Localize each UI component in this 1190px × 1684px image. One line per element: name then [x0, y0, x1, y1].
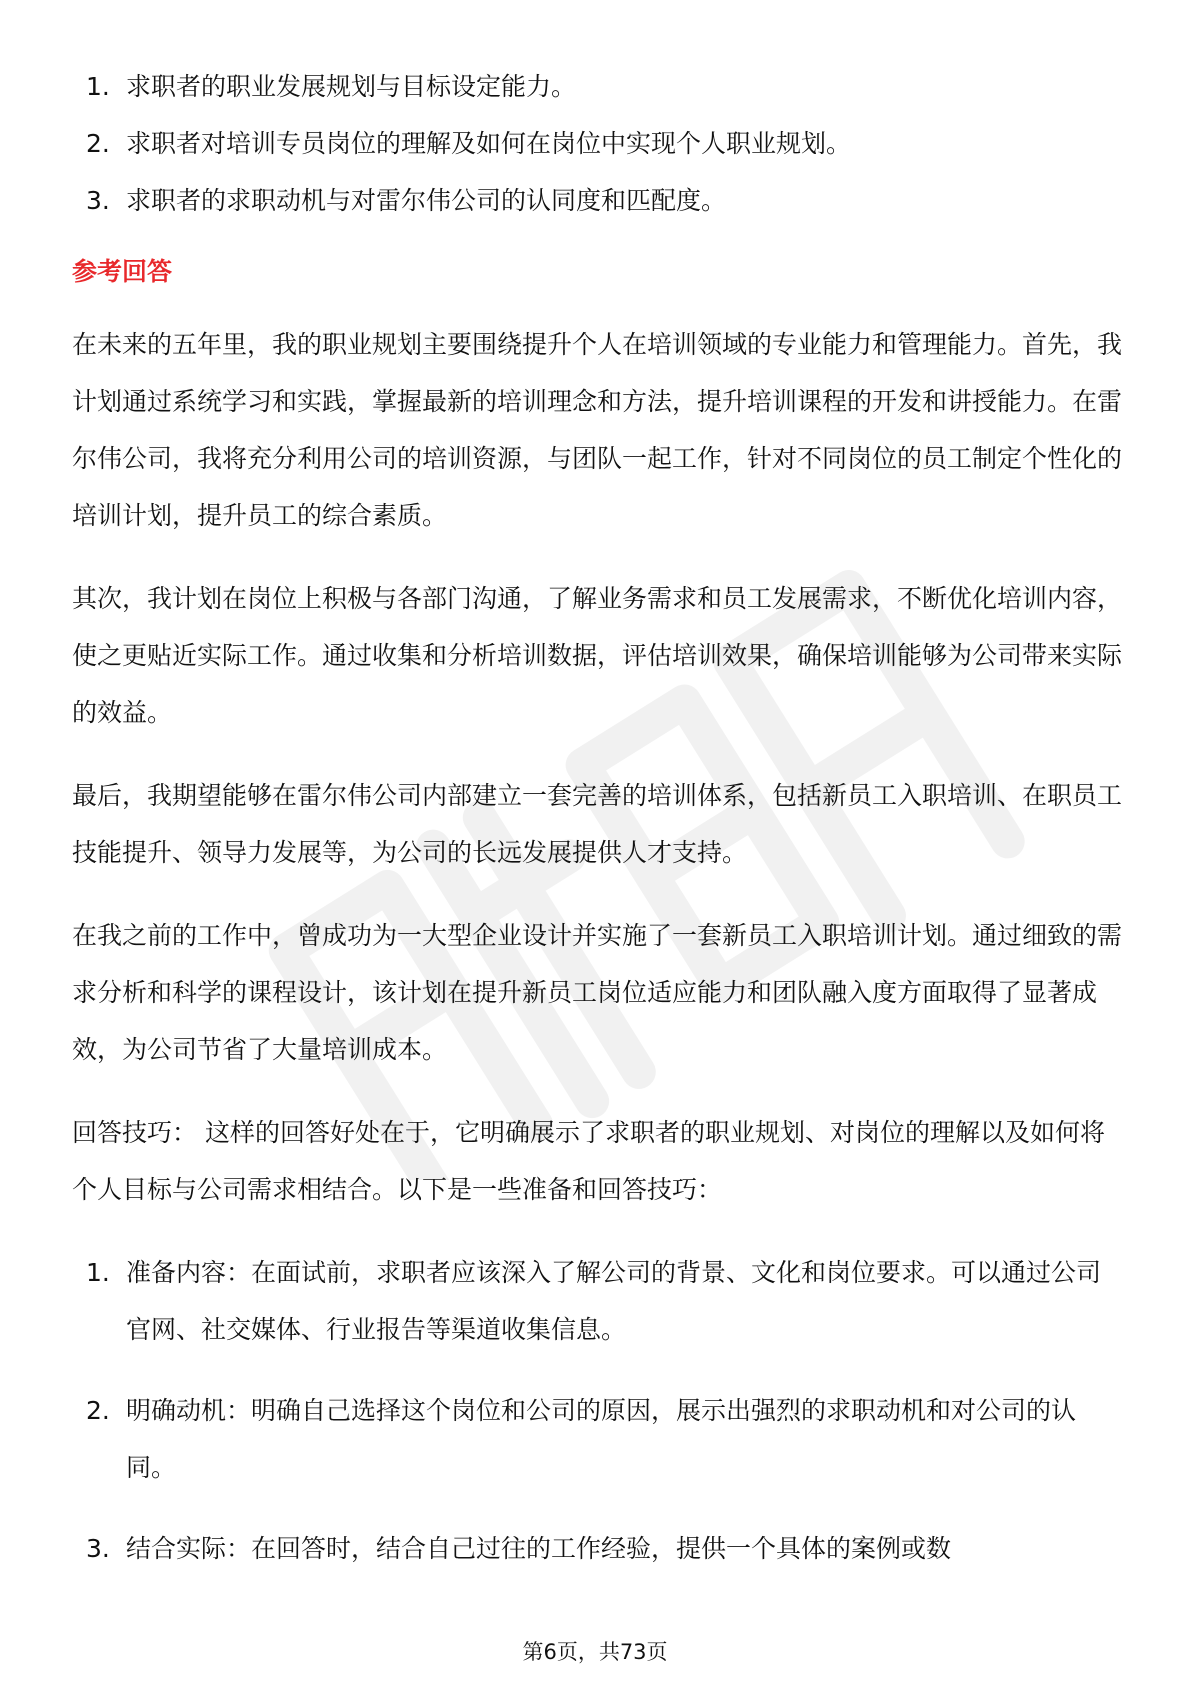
list-text: 求职者的职业发展规划与目标设定能力。	[126, 72, 577, 101]
list-item	[72, 1382, 1122, 1496]
paragraph: 在我之前的工作中，曾成功为一大型企业设计并实施了一套新员工入职培训计划。通过细致的需求分析和科学的课程设计，该计划在提升新员工岗位适应能力和团队融入度方面取得了显著成效，为公司节省了大量培训成本。	[72, 921, 1123, 1064]
list-text: 求职者的求职动机与对雷尔伟公司的认同度和匹配度。	[126, 186, 727, 215]
list-number: 1.	[86, 1258, 110, 1287]
paragraph: 最后，我期望能够在雷尔伟公司内部建立一套完善的培训体系，包括新员工入职培训、在职员工技能提升、领导力发展等，为公司的长远发展提供人才支持。	[72, 781, 1123, 867]
list-item	[72, 1520, 1122, 1577]
list-item	[72, 115, 1122, 172]
list-number: 2.	[86, 1396, 110, 1425]
answer-heading: 参考回答	[72, 257, 173, 286]
list-text: 准备内容：在面试前，求职者应该深入了解公司的背景、文化和岗位要求。可以通过公司官网、社交媒体、行业报告等渠道收集信息。	[126, 1258, 1102, 1344]
content-body	[72, 58, 1122, 1601]
question-list	[72, 58, 1122, 229]
list-number: 3.	[86, 186, 110, 215]
list-number: 2.	[86, 129, 110, 158]
list-number: 1.	[86, 72, 110, 101]
list-text: 明确动机：明确自己选择这个岗位和公司的原因，展示出强烈的求职动机和对公司的认同。	[126, 1396, 1077, 1482]
page-number-footer: 第6页，共73页	[522, 1640, 668, 1664]
list-text: 求职者对培训专员岗位的理解及如何在岗位中实现个人职业规划。	[126, 129, 852, 158]
list-number: 3.	[86, 1534, 110, 1563]
list-item	[72, 172, 1122, 229]
paragraph: 在未来的五年里，我的职业规划主要围绕提升个人在培训领域的专业能力和管理能力。首先，我计划通过系统学习和实践，掌握最新的培训理念和方法，提升培训课程的开发和讲授能力。在雷尔伟公司，我将充分利用公司的培训资源，与团队一起工作，针对不同岗位的员工制定个性化的培训计划，提升员工的综合素质。	[72, 330, 1123, 530]
list-item	[72, 1244, 1122, 1358]
paragraph: 回答技巧： 这样的回答好处在于，它明确展示了求职者的职业规划、对岗位的理解以及如何将个人目标与公司需求相结合。以下是一些准备和回答技巧：	[72, 1118, 1105, 1204]
list-text: 结合实际：在回答时，结合自己过往的工作经验，提供一个具体的案例或数	[126, 1534, 952, 1563]
paragraph: 其次，我计划在岗位上积极与各部门沟通，了解业务需求和员工发展需求，不断优化培训内容，使之更贴近实际工作。通过收集和分析培训数据，评估培训效果，确保培训能够为公司带来实际的效益。	[72, 584, 1123, 727]
tips-list	[72, 1244, 1122, 1577]
list-item	[72, 58, 1122, 115]
